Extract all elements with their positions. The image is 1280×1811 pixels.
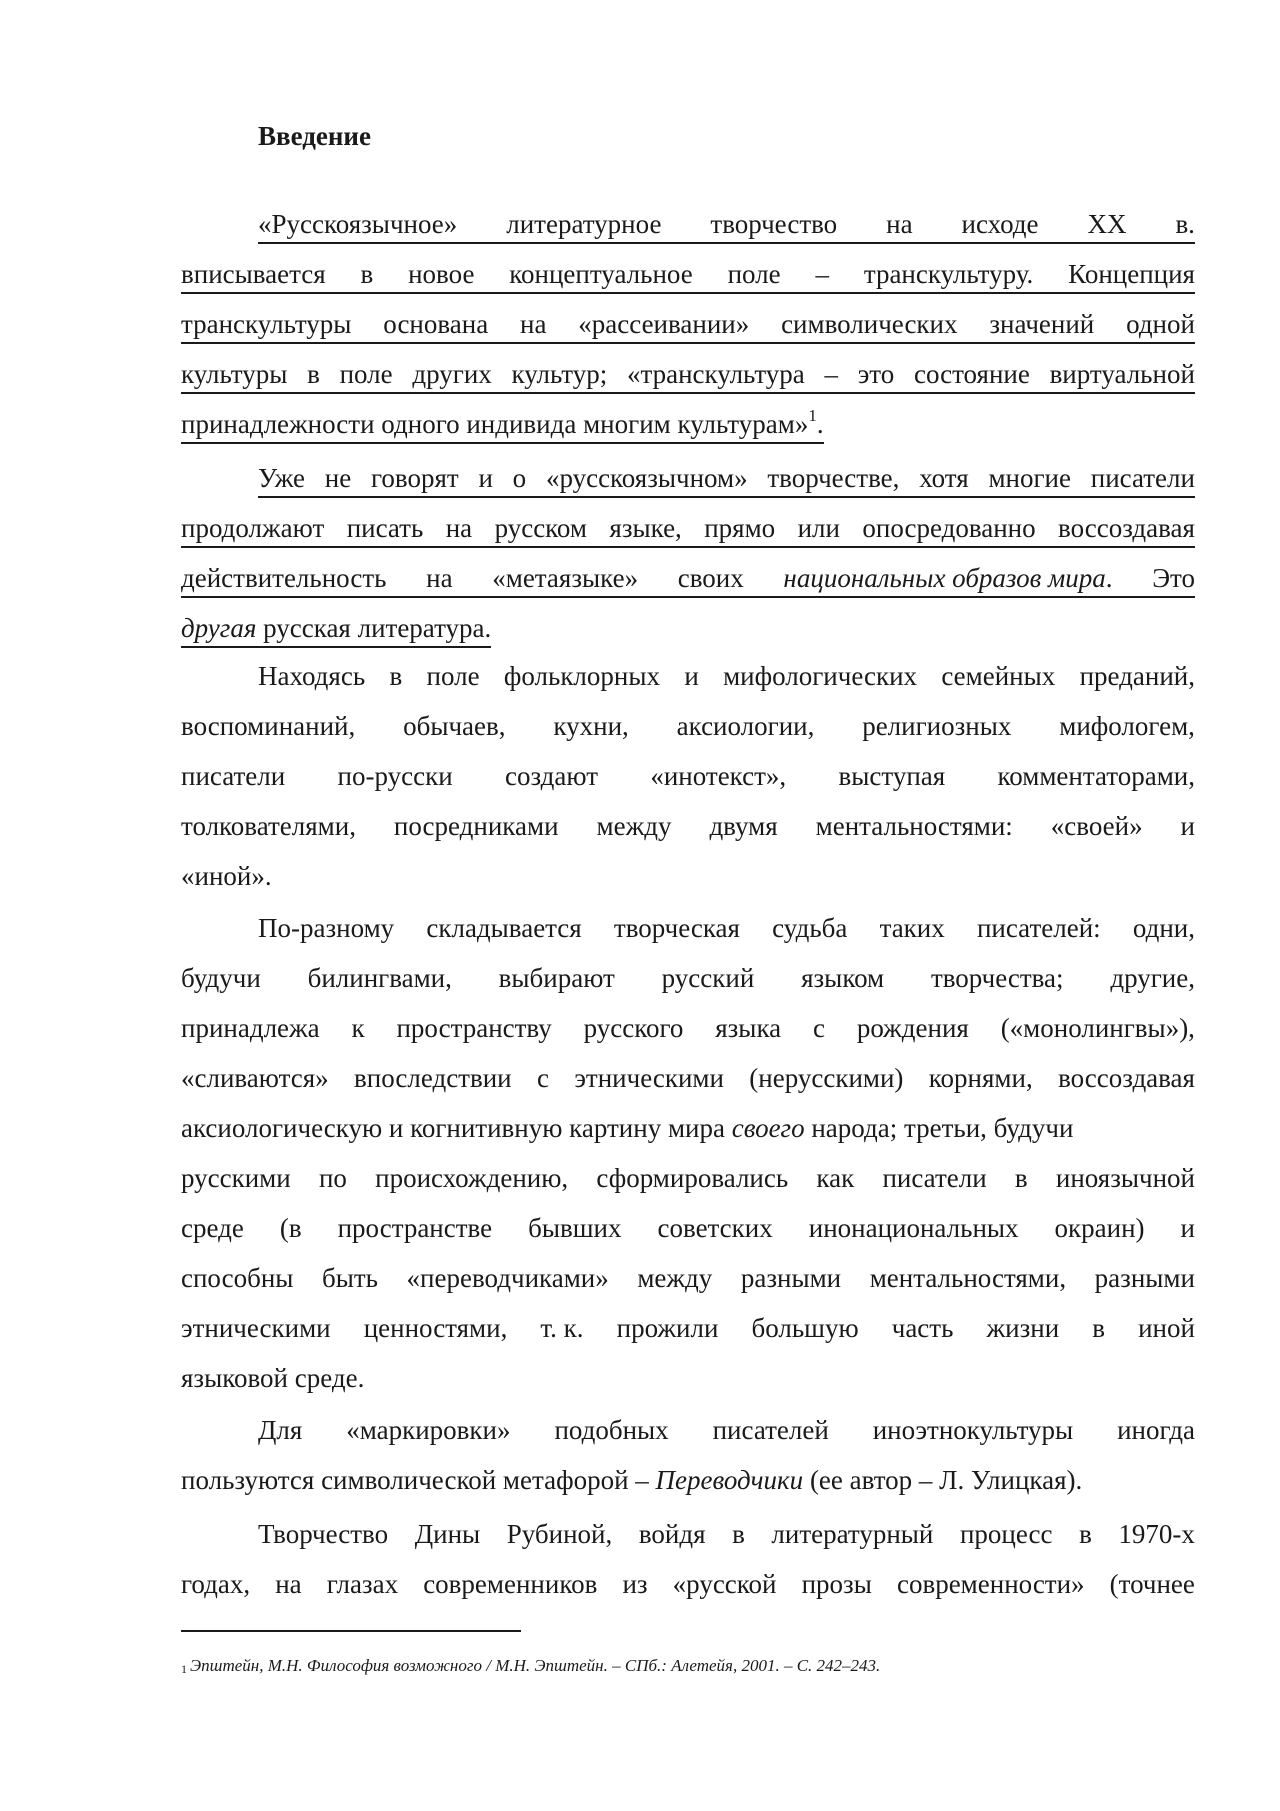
paragraph-4-line-10: языковой среде. (181, 1363, 365, 1393)
paragraph-4-line-2-word: будучи (181, 963, 261, 993)
paragraph-3-line-3-word: «инотекст», (650, 761, 787, 791)
paragraph-4-line-9 (181, 1310, 1195, 1346)
paragraph-3-line-2-word: обычаев, (403, 711, 506, 741)
paragraph-4-line-9-word: жизни (986, 1313, 1060, 1343)
paragraph-4-line-2-word: языком (801, 963, 885, 993)
section-heading: Введение (258, 121, 371, 151)
paragraph-4-line-5-b: народа; третьи, будучи (804, 1113, 1074, 1143)
paragraph-3-line-3-word: комментаторами, (997, 761, 1195, 791)
paragraph-2-line-3-italic-text: национальных образов мира (783, 563, 1106, 593)
paragraph-1-line-2-word: вписывается (181, 259, 326, 289)
paragraph-4-line-4-word: корнями, (928, 1063, 1033, 1093)
paragraph-4-line-8-word: ментальностями, (869, 1263, 1067, 1293)
paragraph-4-line-9-word: этническими (181, 1313, 331, 1343)
paragraph-3-line-4 (181, 808, 1195, 844)
paragraph-4-line-4 (181, 1060, 1195, 1096)
paragraph-4-line-9-word: в (1092, 1313, 1105, 1343)
paragraph-4-line-4-word: «сливаются» (181, 1063, 329, 1093)
paragraph-1-line-2-word: транскультуру. (863, 259, 1034, 289)
paragraph-2-line-4-text: русская литература. (256, 613, 492, 643)
paragraph-4-line-4-word: воссоздавая (1058, 1063, 1195, 1093)
paragraph-1-line-2-word: в (360, 259, 374, 289)
paragraph-6-line-2-word: современников (423, 1569, 598, 1599)
paragraph-4-line-7-word: среде (181, 1213, 244, 1243)
footnote-text: Эпштейн, М.Н. Философия возможного / М.Н. Эпштейн. – СПб.: Алетейя, 2001. – С. 242–243. (190, 1656, 881, 1675)
paragraph-1-line-4-word: других (412, 359, 492, 389)
paragraph-4-line-3-word: рождения (856, 1013, 969, 1043)
paragraph-4-line-8-word: разными (740, 1263, 842, 1293)
paragraph-1-line-2-word: новое (408, 259, 475, 289)
paragraph-2-line-3-w1: действительность (181, 563, 387, 593)
paragraph-4-line-9-word: иной (1138, 1313, 1195, 1343)
paragraph-6-line-1-word: войдя (638, 1519, 706, 1549)
paragraph-6-line-1-word: в (1079, 1519, 1092, 1549)
paragraph-1-line-1-word: исходе (961, 209, 1039, 239)
paragraph-1-line-5-end: . (816, 409, 824, 439)
paragraph-1-line-3-word: на (520, 309, 547, 339)
paragraph-4-line-3-word: пространству (396, 1013, 552, 1043)
paragraph-2-line-2-word: языке, (609, 513, 682, 543)
paragraph-1-line-2-word: концептуальное (509, 259, 693, 289)
paragraph-2-line-2-word: писать (346, 513, 424, 543)
paragraph-6-line-1 (258, 1516, 1195, 1552)
paragraph-1-line-5-text: принадлежности одного индивида многим культурам» (181, 409, 809, 439)
paragraph-2-line-3-w6: Это (1152, 563, 1195, 593)
paragraph-3-line-1-word: и (684, 661, 699, 691)
paragraph-4-line-6-word: как (816, 1163, 855, 1193)
paragraph-4-line-7 (181, 1210, 1195, 1246)
paragraph-4-line-8-word: способны (181, 1263, 294, 1293)
paragraph-1-line-1-word: XX (1087, 209, 1127, 239)
paragraph-5-line-2 (181, 1462, 1195, 1498)
paragraph-4-line-9-word: т. к. (540, 1313, 584, 1343)
paragraph-2-line-2-word: воссоздавая (1058, 513, 1195, 543)
paragraph-1-line-1-word: на (886, 209, 913, 239)
paragraph-1-line-5 (181, 406, 824, 444)
paragraph-4-line-1-word: творческая (613, 913, 740, 943)
paragraph-6-line-2-word: «русской (672, 1569, 777, 1599)
paragraph-2-line-1-word: не (324, 463, 352, 493)
paragraph-4-line-6-word: писатели (882, 1163, 987, 1193)
paragraph-6-line-1-word: в (732, 1519, 745, 1549)
paragraph-2-line-1-word: о (512, 463, 527, 493)
paragraph-2-line-1-word: говорят (371, 463, 459, 493)
paragraph-4-line-6-word: иноязычной (1055, 1163, 1195, 1193)
paragraph-3-line-1-word: фольклорных (503, 661, 660, 691)
paragraph-4-line-6-word: происхождению, (375, 1163, 569, 1193)
paragraph-1-line-3-word: транскультуры (181, 309, 352, 339)
paragraph-3-line-1-word: в (389, 661, 403, 691)
paragraph-3-line-4-word: двумя (709, 811, 778, 841)
paragraph-4-line-7-word: инонациональных (808, 1213, 1019, 1243)
paragraph-6-line-2-word: глазах (326, 1569, 399, 1599)
paragraph-4-line-1-word: По-разному (258, 913, 395, 943)
paragraph-3-line-3-word: по-русски (337, 761, 453, 791)
paragraph-3-line-4-word: ментальностями: (815, 811, 1013, 841)
paragraph-6-line-2 (181, 1566, 1195, 1602)
paragraph-2-line-4-italic: другая (181, 613, 257, 643)
paragraph-4-line-5-italic: своего (731, 1113, 805, 1143)
paragraph-5-line-2-italic: Переводчики (655, 1465, 804, 1495)
paragraph-5-line-1 (258, 1412, 1195, 1448)
paragraph-2-line-1-word: Уже (258, 463, 306, 493)
paragraph-3-line-1-word: преданий, (1079, 661, 1195, 691)
paragraph-6-line-1-word: Творчество (258, 1519, 389, 1549)
paragraph-3-line-1 (258, 658, 1195, 694)
paragraph-3-line-2-word: кухни, (553, 711, 629, 741)
paragraph-4-line-3-word: («монолингвы»), (1000, 1013, 1195, 1043)
paragraph-4-line-2-word: другие, (1110, 963, 1195, 993)
paragraph-4-line-7-word: и (1180, 1213, 1195, 1243)
paragraph-1-line-2-word: – (815, 259, 829, 289)
paragraph-5-line-1-word: «маркировки» (346, 1415, 511, 1445)
paragraph-4-line-7-word: советских (657, 1213, 773, 1243)
paragraph-4-line-3-word: русского (583, 1013, 684, 1043)
paragraph-6-line-1-word: литературный (771, 1519, 934, 1549)
paragraph-5-line-1-word: иноэтнокультуры (872, 1415, 1074, 1445)
paragraph-1-line-4-word: виртуальной (1049, 359, 1195, 389)
paragraph-2-line-3 (181, 560, 1195, 598)
paragraph-1-line-1 (258, 206, 1195, 244)
paragraph-3-line-2-word: религиозных (862, 711, 1012, 741)
paragraph-2-line-3-w3: «метаязыке» (492, 563, 639, 593)
paragraph-3-line-3-word: выступая (838, 761, 946, 791)
paragraph-4-line-7-word: (в (279, 1213, 302, 1243)
paragraph-6-line-2-word: годах, (181, 1569, 251, 1599)
paragraph-4-line-5-a: аксиологическую и когнитивную картину мира (181, 1113, 732, 1143)
paragraph-3-line-2-word: воспоминаний, (181, 711, 356, 741)
paragraph-5-line-2-a: пользуются символической метафорой – (181, 1465, 656, 1495)
paragraph-4-line-1-word: таких (879, 913, 945, 943)
paragraph-5-line-1-word: Для (258, 1415, 303, 1445)
paragraph-6-line-2-word: современности» (896, 1569, 1085, 1599)
paragraph-2-line-1-word: многие (988, 463, 1071, 493)
paragraph-1-line-4-word: в (307, 359, 320, 389)
paragraph-1-line-2-word: Концепция (1068, 259, 1195, 289)
paragraph-4-line-9-word: прожили (616, 1313, 719, 1343)
paragraph-2-line-3-period: . (1105, 563, 1113, 593)
paragraph-4-line-7-word: окраин) (1054, 1213, 1145, 1243)
paragraph-1-line-1-word: «Русскоязычное» (258, 209, 458, 239)
paragraph-4-line-1-word: судьба (772, 913, 848, 943)
paragraph-1-line-4-word: поле (339, 359, 393, 389)
paragraph-1-line-4-word: – (824, 359, 838, 389)
paragraph-3-line-1-word: мифологических (723, 661, 918, 691)
paragraph-1-line-1-word: в. (1175, 209, 1195, 239)
paragraph-2-line-2-word: продолжают (181, 513, 325, 543)
paragraph-1-line-1-word: творчество (710, 209, 838, 239)
paragraph-4-line-1 (258, 910, 1195, 946)
paragraph-4-line-8-word: разными (1094, 1263, 1195, 1293)
paragraph-2-line-1-word: писатели (1090, 463, 1195, 493)
paragraph-1-line-4-word: «транскультура (626, 359, 805, 389)
paragraph-2-line-1-word: творчестве, (767, 463, 900, 493)
paragraph-1-line-1-word: литературное (506, 209, 662, 239)
paragraph-2-line-4 (181, 610, 491, 648)
paragraph-4-line-4-word: этническими (574, 1063, 724, 1093)
paragraph-2-line-2 (181, 510, 1195, 548)
paragraph-4-line-7-word: бывших (528, 1213, 622, 1243)
paragraph-4-line-1-word: складывается (426, 913, 582, 943)
paragraph-6-line-1-word: Рубиной, (506, 1519, 613, 1549)
paragraph-4-line-2-word: творчества; (930, 963, 1064, 993)
paragraph-6-line-1-word: Дины (414, 1519, 481, 1549)
paragraph-2-line-3-w4: своих (677, 563, 744, 593)
paragraph-6-line-2-word: из (622, 1569, 648, 1599)
paragraph-2-line-3-w2: на (426, 563, 453, 593)
paragraph-4-line-6 (181, 1160, 1195, 1196)
paragraph-3-line-4-word: «своей» (1050, 811, 1143, 841)
paragraph-3-line-4-word: посредниками (393, 811, 559, 841)
paragraph-4-line-1-word: писателей: (976, 913, 1101, 943)
paragraph-1-line-4 (181, 356, 1195, 394)
paragraph-4-line-7-word: пространстве (337, 1213, 493, 1243)
paragraph-6-line-1-word: 1970-х (1118, 1519, 1195, 1549)
paragraph-4-line-9-word: часть (891, 1313, 954, 1343)
paragraph-4-line-4-word: (нерусскими) (749, 1063, 904, 1093)
paragraph-1-line-3-word: «рассеивании» (578, 309, 750, 339)
paragraph-3-line-1-word: Находясь (258, 661, 366, 691)
paragraph-1-line-2-word: поле (727, 259, 781, 289)
footnote-number: 1 (181, 1662, 187, 1676)
paragraph-4-line-1-word: одни, (1132, 913, 1195, 943)
paragraph-3-line-2-word: мифологем, (1059, 711, 1195, 741)
paragraph-1-line-3 (181, 306, 1195, 344)
footnote-reference: 1 (808, 406, 817, 425)
paragraph-3-line-2-word: аксиологии, (676, 711, 815, 741)
paragraph-2-line-3-italic (783, 560, 1112, 596)
paragraph-4-line-8-word: «переводчиками» (406, 1263, 609, 1293)
paragraph-2-line-1-word: и (478, 463, 493, 493)
paragraph-6-line-2-word: на (275, 1569, 302, 1599)
paragraph-5-line-2-b: (ее автор – Л. Улицкая). (803, 1465, 1083, 1495)
paragraph-5-line-1-word: иногда (1117, 1415, 1195, 1445)
paragraph-1-line-4-word: культур; (511, 359, 608, 389)
paragraph-5-line-1-word: подобных (554, 1415, 669, 1445)
paragraph-3-line-3 (181, 758, 1195, 794)
paragraph-1-line-2 (181, 256, 1195, 294)
paragraph-4-line-4-word: с (536, 1063, 549, 1093)
paragraph-4-line-4-word: впоследствии (354, 1063, 512, 1093)
paragraph-4-line-5 (181, 1110, 1195, 1146)
paragraph-4-line-3 (181, 1010, 1195, 1046)
paragraph-4-line-2 (181, 960, 1195, 996)
paragraph-5-line-1-word: писателей (712, 1415, 829, 1445)
paragraph-1-line-4-word: это (857, 359, 895, 389)
paragraph-2-line-1-word: хотя (919, 463, 969, 493)
footnote-separator (181, 1630, 521, 1632)
paragraph-4-line-8-word: между (637, 1263, 713, 1293)
paragraph-2-line-1-word: «русскоязычном» (545, 463, 748, 493)
paragraph-4-line-2-word: билингвами, (307, 963, 452, 993)
paragraph-4-line-8 (181, 1260, 1195, 1296)
paragraph-4-line-6-word: по (318, 1163, 347, 1193)
paragraph-1-line-3-word: одной (1126, 309, 1195, 339)
paragraph-3-line-1-word: поле (426, 661, 480, 691)
paragraph-2-line-2-word: опосредованно (862, 513, 1036, 543)
paragraph-4-line-9-word: ценностями, (363, 1313, 508, 1343)
paragraph-4-line-6-word: русскими (181, 1163, 291, 1193)
paragraph-4-line-6-word: сформировались (596, 1163, 789, 1193)
paragraph-4-line-6-word: в (1014, 1163, 1028, 1193)
paragraph-3-line-3-word: писатели (181, 761, 286, 791)
paragraph-1-line-3-word: символических (781, 309, 958, 339)
paragraph-6-line-2-word: (точнее (1109, 1569, 1195, 1599)
paragraph-2-line-1 (258, 460, 1195, 498)
paragraph-4-line-8-word: быть (321, 1263, 378, 1293)
paragraph-2-line-2-word: или (797, 513, 840, 543)
paragraph-4-line-3-word: принадлежа (181, 1013, 320, 1043)
paragraph-1-line-4-word: культуры (181, 359, 288, 389)
paragraph-3-line-4-word: между (596, 811, 672, 841)
paragraph-3-line-5: «иной». (181, 861, 272, 891)
paragraph-2-line-2-word: русском (494, 513, 587, 543)
paragraph-3-line-4-word: толкователями, (181, 811, 356, 841)
paragraph-4-line-3-word: с (812, 1013, 825, 1043)
paragraph-2-line-2-word: на (445, 513, 473, 543)
paragraph-4-line-2-word: русский (661, 963, 755, 993)
paragraph-4-line-2-word: выбирают (498, 963, 615, 993)
paragraph-3-line-4-word: и (1180, 811, 1195, 841)
paragraph-6-line-1-word: процесс (959, 1519, 1053, 1549)
paragraph-1-line-3-word: основана (383, 309, 489, 339)
paragraph-4-line-9-word: большую (751, 1313, 859, 1343)
footnote (181, 1655, 880, 1680)
paragraph-4-line-3-word: к (351, 1013, 365, 1043)
paragraph-3-line-3-word: создают (505, 761, 599, 791)
paragraph-3-line-1-word: семейных (941, 661, 1056, 691)
paragraph-1-line-4-word: состояние (913, 359, 1030, 389)
paragraph-4-line-3-word: языка (715, 1013, 782, 1043)
paragraph-3-line-2 (181, 708, 1195, 744)
paragraph-2-line-2-word: прямо (704, 513, 776, 543)
paragraph-6-line-2-word: прозы (801, 1569, 872, 1599)
paragraph-1-line-3-word: значений (989, 309, 1095, 339)
